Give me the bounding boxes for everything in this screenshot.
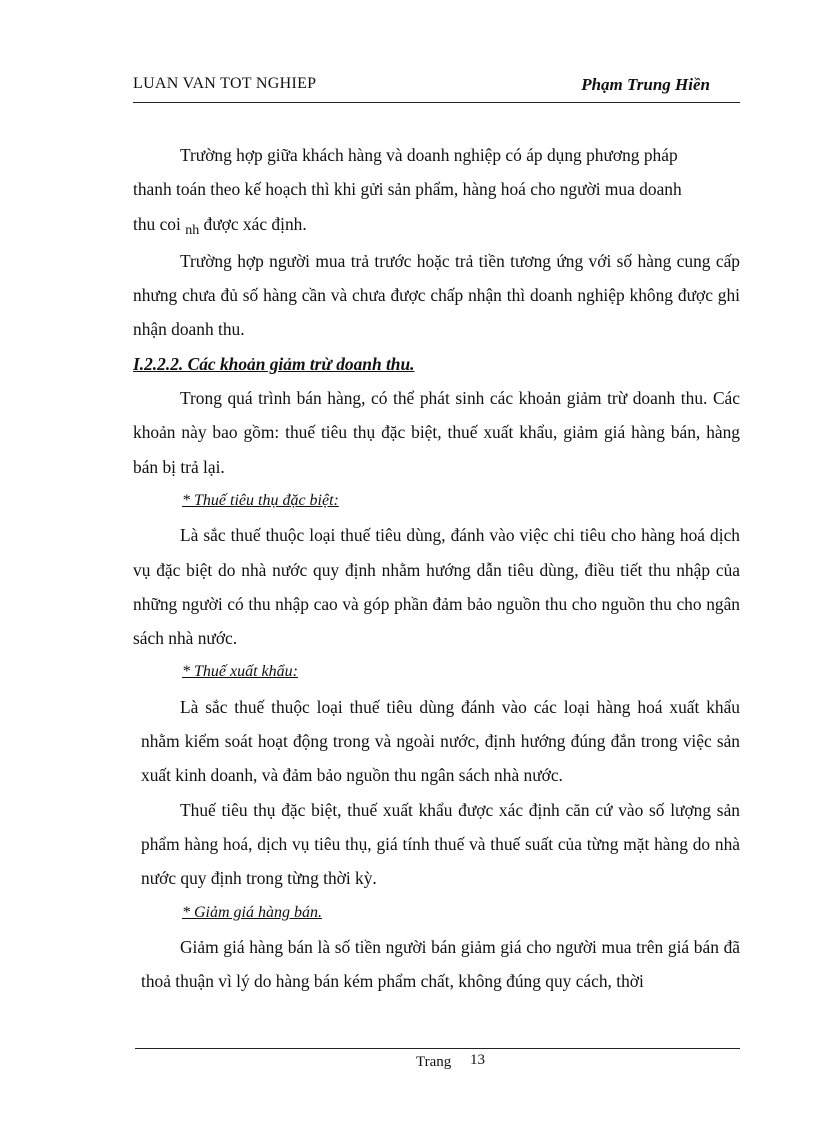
paragraph-sales-discount: Giảm giá hàng bán là số tiền người bán giảm giá cho người mua trên giá bán đã thoả thuận vì lý do hàng bán kém phẩm chất, không đúng quy cách, thời: [141, 936, 740, 992]
document-body: [133, 138, 740, 998]
paragraph-line: được xác định.: [203, 213, 307, 234]
paragraph-line: Trường hợp giữa khách hàng và doanh nghiệp có áp dụng phương pháp: [180, 145, 678, 165]
section-heading: I.2.2.2. Các khoản giảm trừ doanh thu.: [133, 353, 415, 374]
paragraph-payment-plan: [133, 138, 740, 244]
subheading-sales-discount: * Giảm giá hàng bán.: [182, 903, 322, 921]
footer-divider: [135, 1048, 740, 1049]
paragraph-export-tax: Là sắc thuế thuộc loại thuế tiêu dùng đánh vào các loại hàng hoá xuất khẩu nhằm kiểm soát hoạt động trong và ngoài nước, định hướng đúng đắn trong việc sản xuất kinh doanh, và đảm bảo nguồn thu ngân sách nhà nước.: [141, 696, 740, 786]
paragraph-tax-basis: Thuế tiêu thụ đặc biệt, thuế xuất khẩu được xác định căn cứ vào số lượng sản phẩm hàng hoá, dịch vụ tiêu thụ, giá tính thuế và thuế suất của từng mặt hàng do nhà nước quy định trong từng thời kỳ.: [141, 799, 740, 889]
inline-fragment: nh: [185, 222, 200, 238]
paragraph-special-consumption-tax: Là sắc thuế thuộc loại thuế tiêu dùng, đánh vào việc chi tiêu cho hàng hoá dịch vụ đặc biệt do nhà nước quy định nhằm hướng dẫn tiêu dùng, điều tiết thu nhập của những người có thu nhập cao và góp phần đảm bảo nguồn thu cho nguồn thu cho ngân sách nhà nước.: [133, 525, 740, 649]
footer-page-number: 13: [470, 1052, 485, 1068]
header-divider: [133, 102, 740, 103]
subheading-export-tax: * Thuế xuất khẩu:: [182, 663, 298, 681]
paragraph-prepayment: Trường hợp người mua trả trước hoặc trả tiền tương ứng với số hàng cung cấp nhưng chưa đủ số hàng cần và chưa được chấp nhận thì doanh nghiệp không được ghi nhận doanh thu.: [133, 250, 740, 340]
paragraph-deductions-intro: Trong quá trình bán hàng, có thể phát sinh các khoản giảm trừ doanh thu. Các khoản này bao gồm: thuế tiêu thụ đặc biệt, thuế xuất khẩu, giảm giá hàng bán, hàng bán bị trả lại.: [133, 388, 740, 477]
subheading-special-consumption-tax: * Thuế tiêu thụ đặc biệt:: [182, 491, 339, 509]
header-author-name: Phạm Trung Hiền: [581, 75, 710, 94]
paragraph-line: thanh toán theo kế hoạch thì khi gửi sản phẩm, hàng hoá cho người mua doanh: [133, 179, 682, 200]
paragraph-line: thu coi: [133, 213, 181, 234]
header-document-title: LUAN VAN TOT NGHIEP: [133, 75, 317, 92]
footer-page-label: Trang: [416, 1054, 452, 1070]
